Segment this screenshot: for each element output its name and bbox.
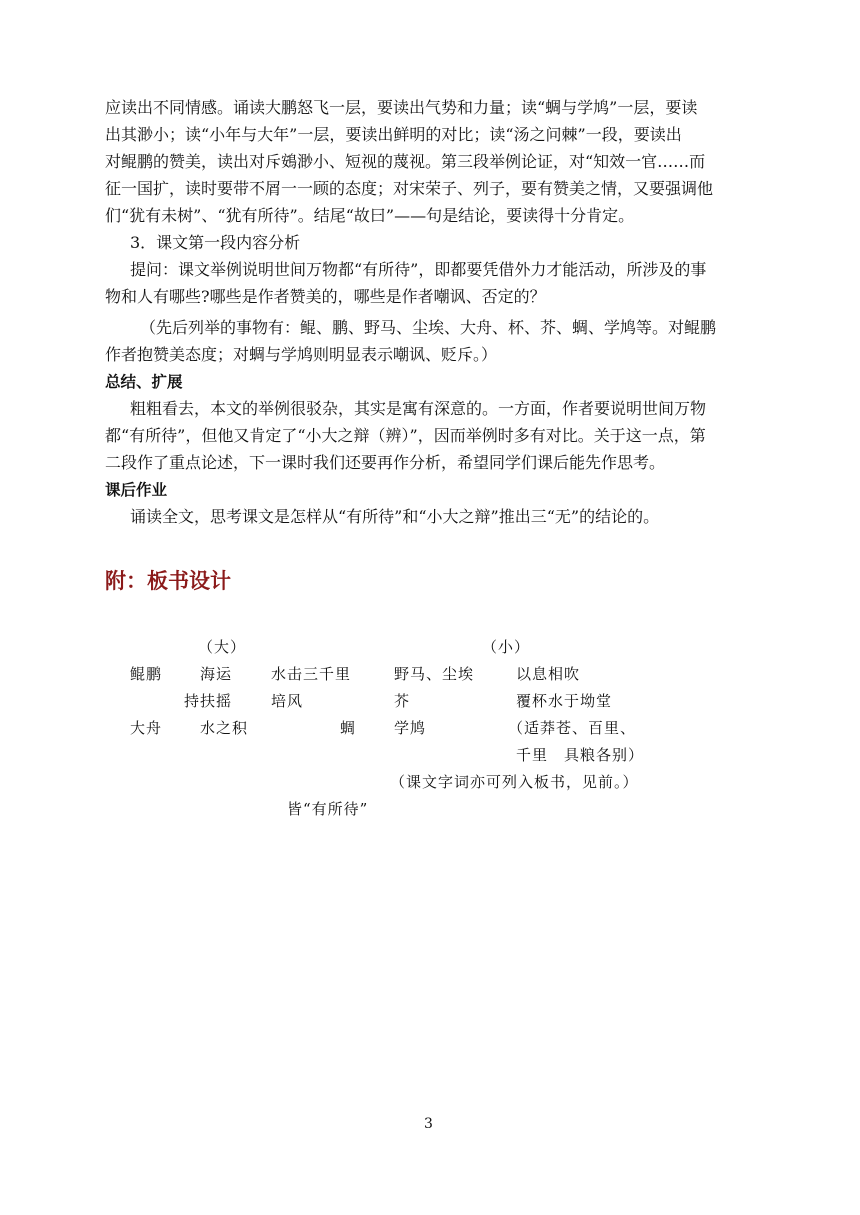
question-line: 物和人有哪些?哪些是作者赞美的，哪些是作者嘲讽、否定的？ xyxy=(105,287,546,306)
board-item: 持扶摇 xyxy=(184,692,233,710)
board-item: 覆杯水于坳堂 xyxy=(516,692,613,710)
paragraph-line: 对鲲鹏的赞美，读出对斥鴳渺小、短视的蔑视。第三段举例论证，对“知效一官……而 xyxy=(105,152,706,171)
board-label-big: （大） xyxy=(198,638,247,656)
summary-heading: 总结、扩展 xyxy=(105,373,183,391)
paragraph-line: 应读出不同情感。诵读大鹏怒飞一层，要读出气势和力量；读“蜩与学鸠”一层，要读 xyxy=(105,98,698,117)
summary-line: 二段作了重点论述，下一课时我们还要再作分析，希望同学们课后能先作思考。 xyxy=(105,453,666,472)
board-item: 以息相吹 xyxy=(516,665,581,683)
board-conclusion: 皆“有所待” xyxy=(287,800,369,818)
board-item: 水之积 xyxy=(200,719,249,737)
homework-heading: 课后作业 xyxy=(105,481,168,499)
summary-line: 都“有所待”，但他又肯定了“小大之辩（辨）”，因而举例时多有对比。关于这一点，第 xyxy=(105,426,706,445)
board-item: 学鸠 xyxy=(394,719,427,737)
board-label-small: （小） xyxy=(482,638,531,656)
appendix-title: 附：板书设计 xyxy=(105,569,231,593)
board-item: 鲲鹏 xyxy=(130,665,163,683)
question-line: 提问：课文举例说明世间万物都“有所待”，即都要凭借外力才能活动，所涉及的事 xyxy=(130,260,707,279)
board-item: 大舟 xyxy=(130,719,163,737)
board-note: （课文字词亦可列入板书，见前。） xyxy=(390,773,639,791)
board-item: 芥 xyxy=(394,692,411,710)
board-item: 水击三千里 xyxy=(271,665,352,683)
summary-line: 粗粗看去，本文的举例很驳杂，其实是寓有深意的。一方面，作者要说明世间万物 xyxy=(130,399,707,418)
answer-line: （先后列举的事物有：鲲、鹏、野马、尘埃、大舟、杯、芥、蜩、学鸠等。对鲲鹏 xyxy=(140,318,717,337)
board-item: 千里 具粮各别） xyxy=(516,746,645,764)
answer-line: 作者抱赞美态度；对蜩与学鸠则明显表示嘲讽、贬斥。） xyxy=(105,345,498,364)
section-title: 3．课文第一段内容分析 xyxy=(130,233,301,252)
board-item: 蜩 xyxy=(340,719,357,737)
paragraph-line: 征一国扩，读时要带不屑一一顾的态度；对宋荣子、列子，要有赞美之情，又要强调他 xyxy=(105,179,714,198)
paragraph-line: 们“犹有未树”、“犹有所待”。结尾“故曰”——句是结论，要读得十分肯定。 xyxy=(105,206,635,225)
board-item: （适莽苍、百里、 xyxy=(508,719,637,737)
page-number: 3 xyxy=(424,1116,433,1132)
board-item: 培风 xyxy=(271,692,304,710)
board-item: 野马、尘埃 xyxy=(394,665,475,683)
homework-line: 诵读全文，思考课文是怎样从“有所待”和“小大之辩”推出三“无”的结论的。 xyxy=(130,507,660,526)
paragraph-line: 出其渺小；读“小年与大年”一层，要读出鲜明的对比；读“汤之问棘”一段，要读出 xyxy=(105,125,682,144)
board-item: 海运 xyxy=(200,665,233,683)
